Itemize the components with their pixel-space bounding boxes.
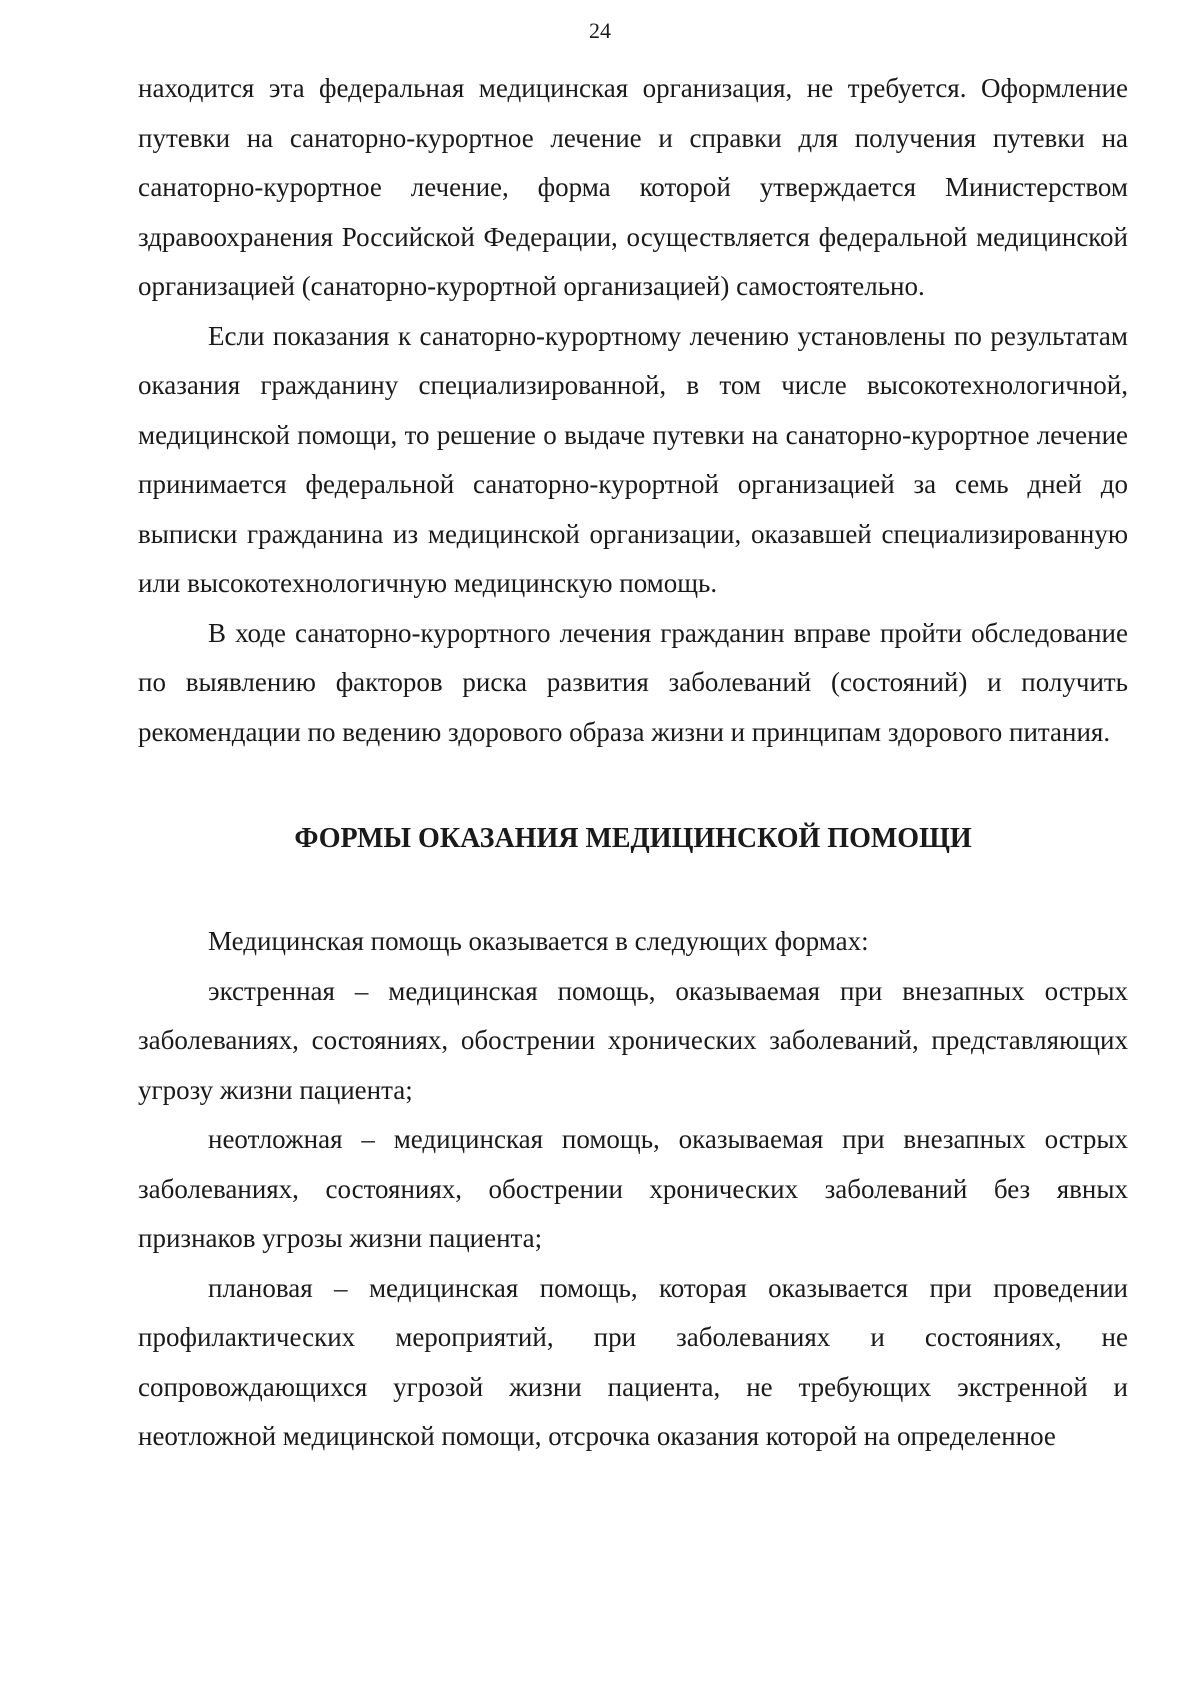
section-heading: ФОРМЫ ОКАЗАНИЯ МЕДИЦИНСКОЙ ПОМОЩИ xyxy=(294,823,972,854)
paragraph-4: Медицинская помощь оказывается в следующих формах: xyxy=(208,926,869,956)
paragraph-3: В ходе санаторно-курортного лечения гражданин вправе пройти обследование по выявлению факторов риска развития заболеваний (состояний) и получить рекомендации по ведению здорового образа жизни и принципам здорового питания. xyxy=(138,617,1128,747)
page-number: 24 xyxy=(589,18,611,43)
paragraph-2: Если показания к санаторно-курортному лечению установлены по результатам оказания гражданину специализированной, в том числе высокотехнологичной, медицинской помощи, то решение о выдаче путевки на санаторно-курортное лечение принимается федеральной санаторно-курортной организацией за семь дней до выписки гражданина из медицинской организации, оказавшей специализированную или высокотехнологичную медицинскую помощь. xyxy=(138,320,1128,598)
paragraph-1: находится эта федеральная медицинская организация, не требуется. Оформление путевки на санаторно-курортное лечение и справки для получения путевки на санаторно-курортное лечение, форма которой утверждается Министерством здравоохранения Российской Федерации, осуществляется федеральной медицинской организацией (санаторно-курортной организацией) самостоятельно. xyxy=(138,73,1128,301)
paragraph-6: неотложная – медицинская помощь, оказываемая при внезапных острых заболеваниях, состояниях, обострении хронических заболеваний без явных признаков угрозы жизни пациента; xyxy=(138,1124,1128,1253)
document-body xyxy=(138,64,1128,1462)
paragraph-5: экстренная – медицинская помощь, оказываемая при внезапных острых заболеваниях, состояниях, обострении хронических заболеваний, представляющих угрозу жизни пациента; xyxy=(138,975,1128,1105)
paragraph-7: плановая – медицинская помощь, которая оказывается при проведении профилактических мероприятий, при заболеваниях и состояниях, не сопровождающихся угрозой жизни пациента, не требующих экстренной и неотложной медицинской помощи, отсрочка оказания которой на определенное xyxy=(138,1272,1128,1451)
